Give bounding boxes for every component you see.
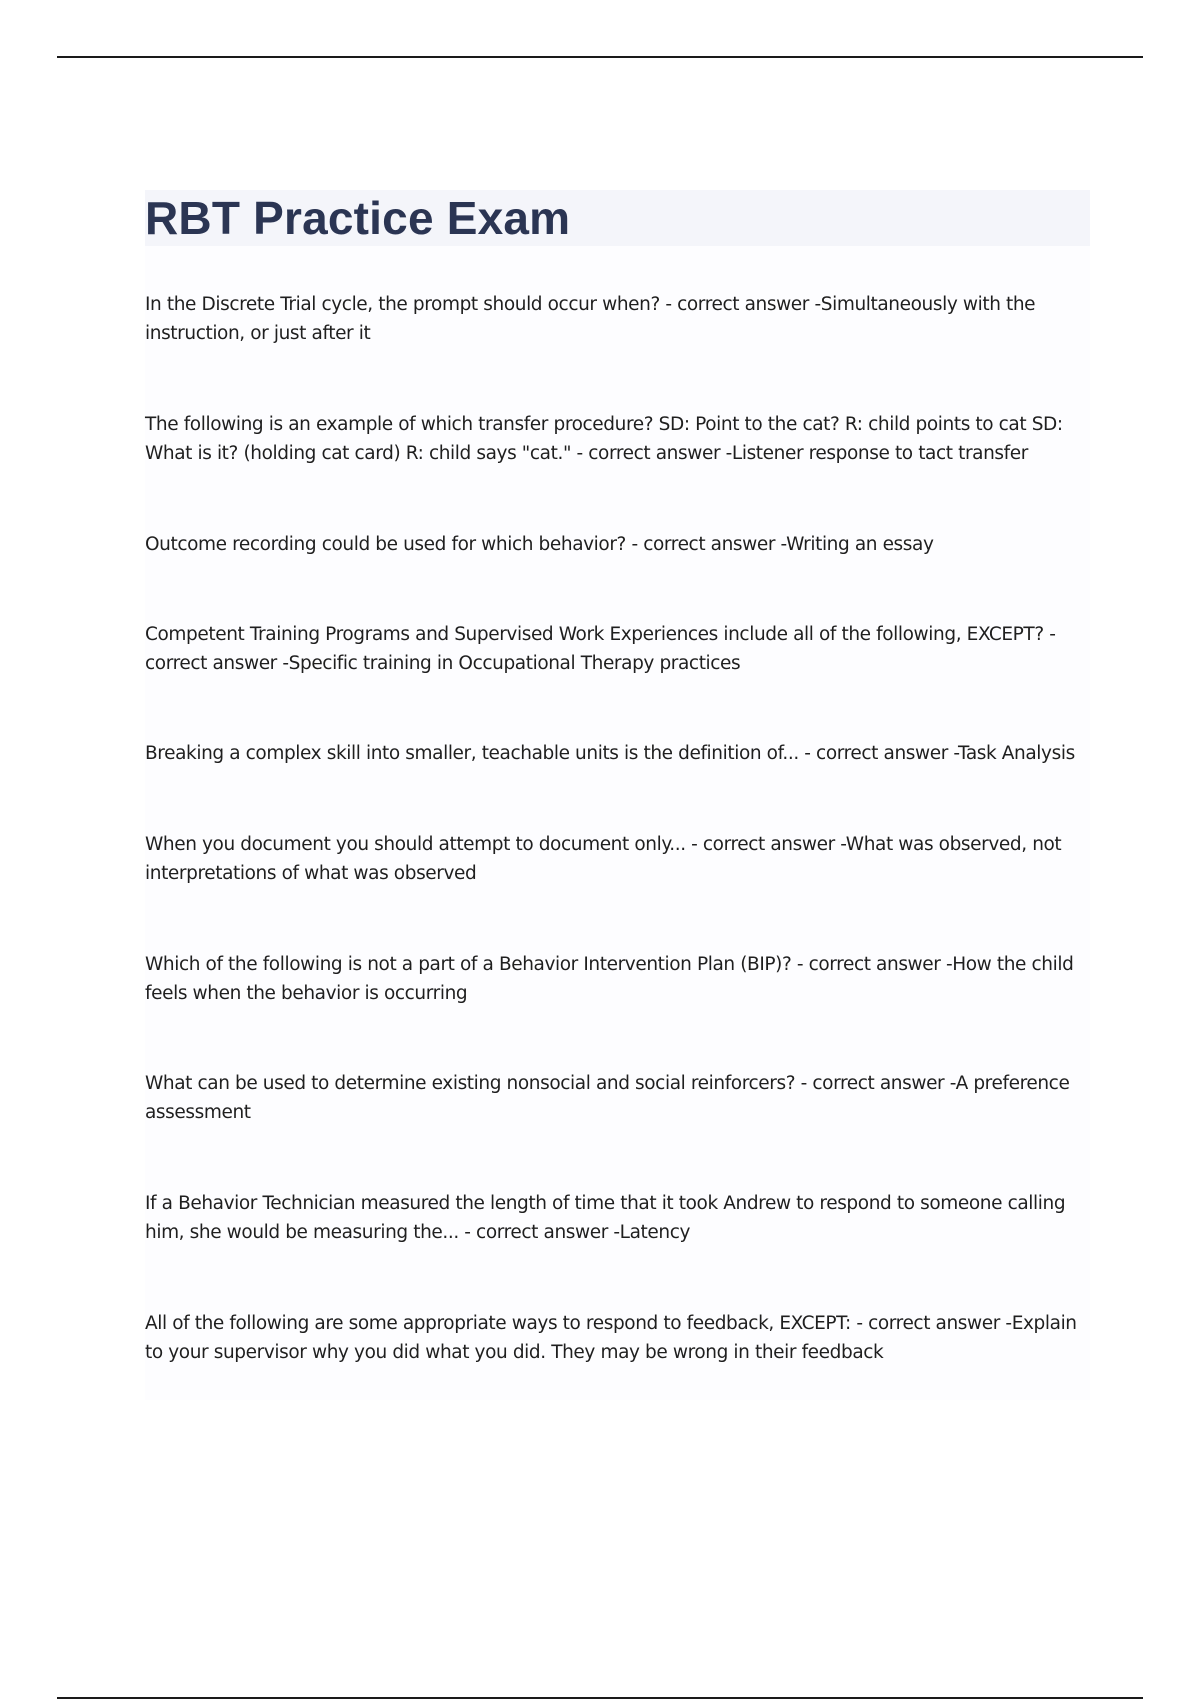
question-item: The following is an example of which transfer procedure? SD: Point to the cat? R: child points to cat SD: What is it? (holding cat card) R: child says "cat." - correct answer -Listener response to tact transfer <box>145 414 1063 464</box>
question-item: In the Discrete Trial cycle, the prompt should occur when? - correct answer -Simultaneously with the instruction, or just after it <box>145 294 1036 344</box>
question-item: Outcome recording could be used for which behavior? - correct answer -Writing an essay <box>145 534 934 555</box>
question-item: Breaking a complex skill into smaller, teachable units is the definition of... - correct answer -Task Analysis <box>145 743 1075 764</box>
question-item: If a Behavior Technician measured the length of time that it took Andrew to respond to someone calling him, she would be measuring the... - correct answer -Latency <box>145 1193 1066 1243</box>
header-rule <box>57 56 1143 58</box>
question-item: When you document you should attempt to document only... - correct answer -What was observed, not interpretations of what was observed <box>145 834 1062 884</box>
question-item: All of the following are some appropriate ways to respond to feedback, EXCEPT: - correct answer -Explain to your supervisor why you did what you did. They may be wrong in their feedback <box>145 1313 1077 1363</box>
page-title: RBT Practice Exam <box>145 192 571 244</box>
question-item: Competent Training Programs and Supervised Work Experiences include all of the following, EXCEPT? - correct answer -Specific training in Occupational Therapy practices <box>145 624 1056 674</box>
footer-rule <box>57 1697 1143 1699</box>
title-bar <box>145 190 1090 246</box>
question-item: Which of the following is not a part of a Behavior Intervention Plan (BIP)? - correct answer -How the child feels when the behavior is occurring <box>145 954 1074 1004</box>
question-item: What can be used to determine existing nonsocial and social reinforcers? - correct answer -A preference assessment <box>145 1073 1070 1123</box>
document-body <box>145 190 1090 1400</box>
